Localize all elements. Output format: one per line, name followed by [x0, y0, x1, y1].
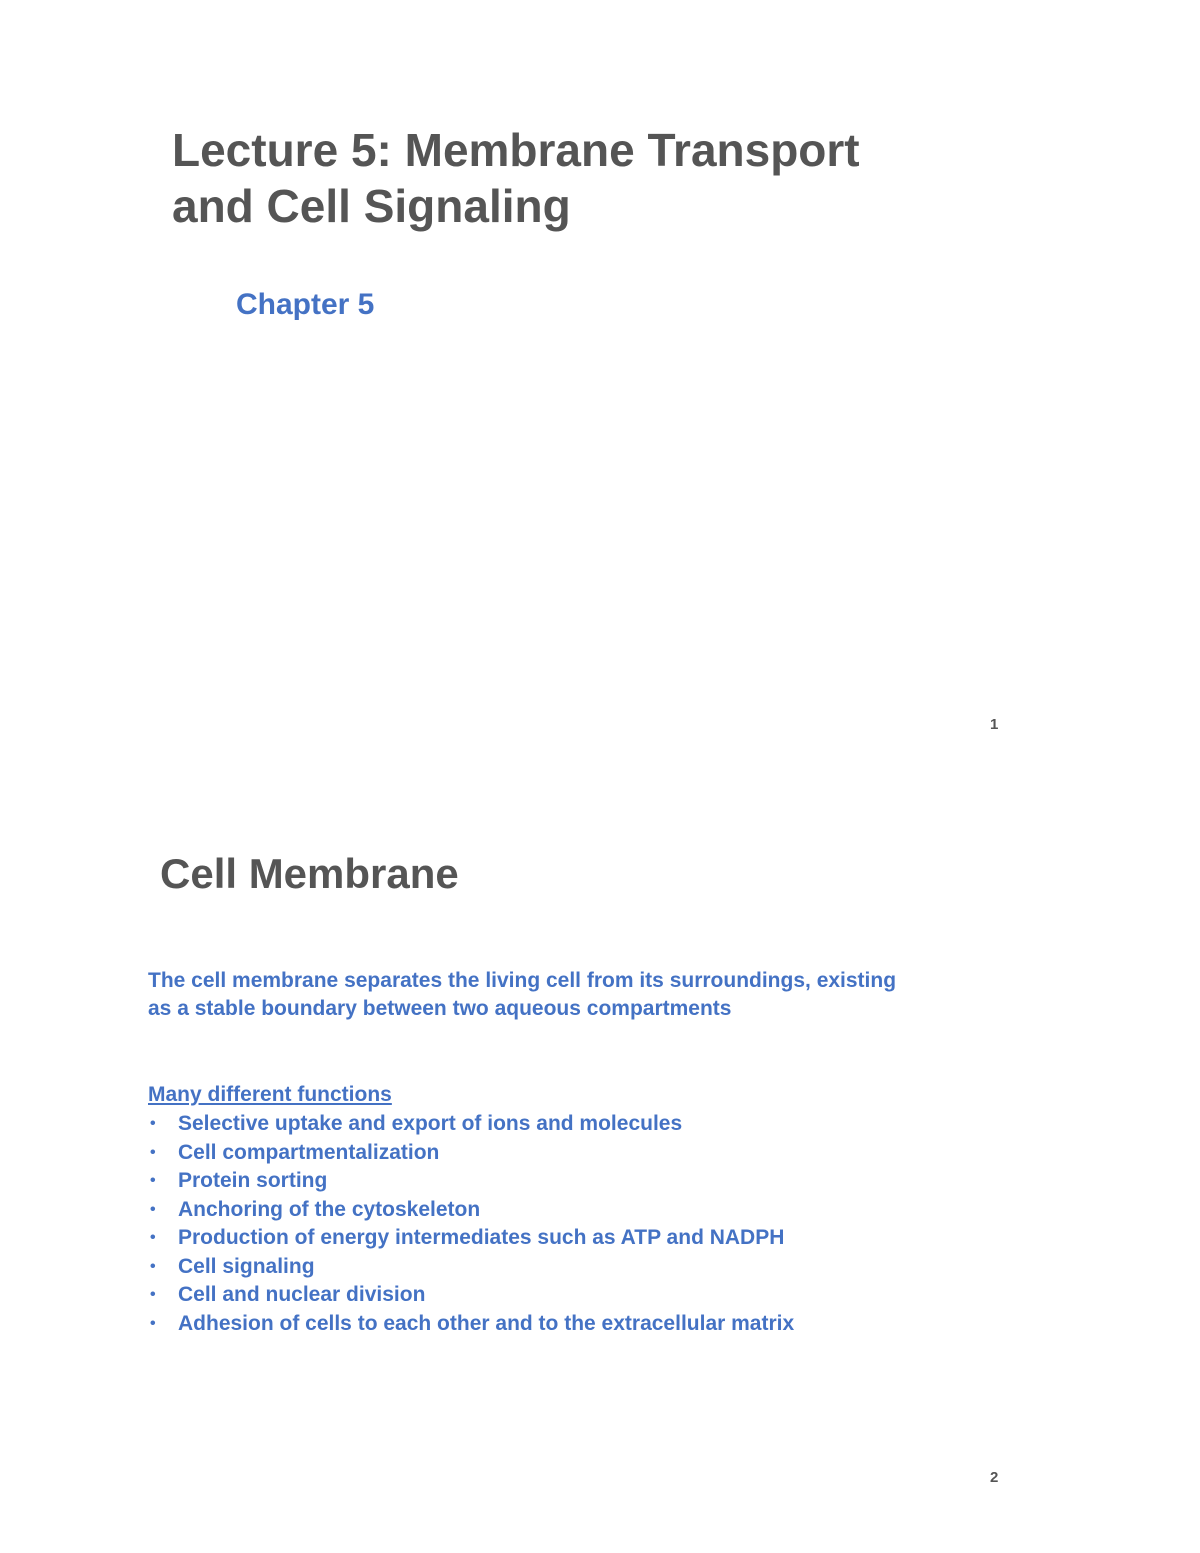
section-title: Cell Membrane	[160, 850, 459, 897]
bullet-icon: •	[150, 1229, 156, 1246]
list-item-text: Cell and nuclear division	[178, 1283, 426, 1306]
list-item-text: Selective uptake and export of ions and molecules	[178, 1112, 683, 1135]
bullet-icon: •	[150, 1115, 156, 1132]
list-item-text: Cell signaling	[178, 1254, 315, 1278]
bullet-icon: •	[150, 1286, 156, 1303]
functions-heading: Many different functions	[148, 1083, 392, 1106]
list-item-text: Anchoring of the cytoskeleton	[178, 1197, 481, 1221]
intro-line2: as a stable boundary between two aqueous compartments	[148, 997, 732, 1020]
lecture-title-line1: Lecture 5: Membrane Transport	[172, 124, 860, 176]
bullet-icon: •	[150, 1314, 156, 1332]
list-item	[148, 1139, 794, 1168]
list-item-text: Protein sorting	[178, 1169, 328, 1192]
list-item	[148, 1281, 794, 1310]
page-number: 1	[990, 716, 999, 733]
functions-list	[148, 1110, 794, 1338]
list-item	[148, 1196, 794, 1225]
bullet-icon: •	[150, 1143, 156, 1161]
list-item	[148, 1310, 794, 1339]
lecture-title-line2: and Cell Signaling	[172, 180, 571, 232]
chapter-subtitle: Chapter 5	[236, 288, 375, 321]
intro-paragraph	[148, 967, 1028, 1023]
bullet-icon: •	[150, 1200, 156, 1218]
bullet-icon: •	[150, 1257, 156, 1275]
list-item	[148, 1224, 794, 1253]
list-item-text: Production of energy intermediates such as ATP and NADPH	[178, 1226, 785, 1249]
page-number: 2	[990, 1469, 999, 1486]
list-item	[148, 1253, 794, 1282]
bullet-icon: •	[150, 1172, 156, 1189]
list-item	[148, 1110, 794, 1139]
intro-line1: The cell membrane separates the living cell from its surroundings, existing	[148, 969, 897, 992]
list-item-text: Cell compartmentalization	[178, 1140, 440, 1164]
list-item	[148, 1167, 794, 1196]
lecture-title	[172, 122, 932, 234]
list-item-text: Adhesion of cells to each other and to the extracellular matrix	[178, 1311, 795, 1335]
